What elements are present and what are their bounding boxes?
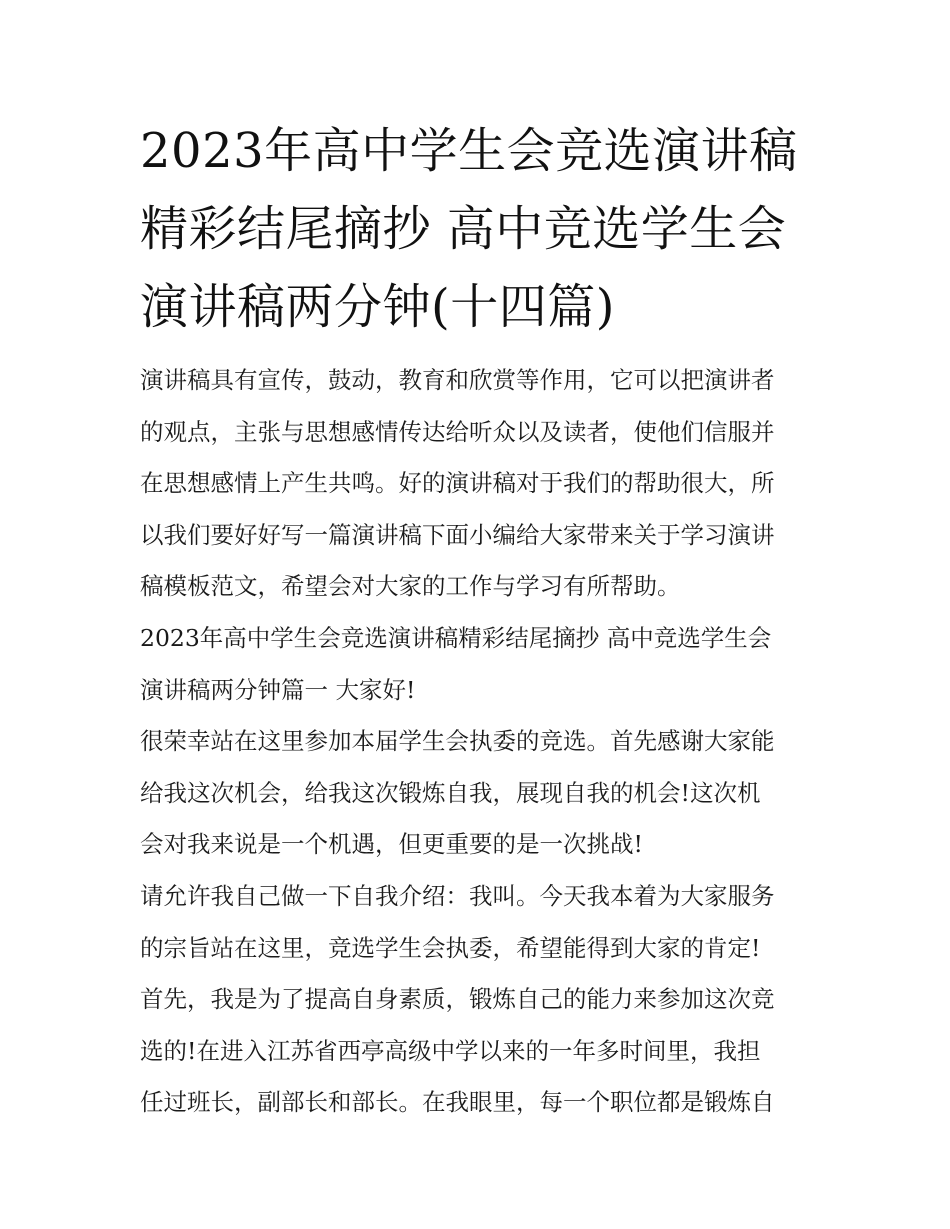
body-line: 会对我来说是一个机遇，但更重要的是一次挑战! [140,830,643,859]
body-line: 演讲稿具有宣传，鼓动，教育和欣赏等作用，它可以把演讲者 [140,366,775,394]
body-line: 选的!在进入江苏省西亭高级中学以来的一年多时间里，我担 [140,1036,761,1065]
body-line: 的宗旨站在这里，竞选学生会执委，希望能得到大家的肯定! [140,933,761,962]
document-title [140,112,820,346]
body-line: 稿模板范文，希望会对大家的工作与学习有所帮助。 [140,572,681,601]
section-heading-line: 2023年高中学生会竞选演讲稿精彩结尾摘抄 高中竞选学生会 [140,623,772,652]
body-line: 在思想感情上产生共鸣。好的演讲稿对于我们的帮助很大，所 [140,469,775,498]
body-line: 请允许我自己做一下自我介绍：我叫。今天我本着为大家服务 [140,881,775,910]
body-line: 给我这次机会，给我这次锻炼自我，展现自我的机会!这次机 [140,778,761,807]
title-line-1: 2023年高中学生会竞选演讲稿 [140,123,798,179]
section-heading-line: 演讲稿两分钟篇一 大家好! [140,675,416,704]
document-body [140,355,820,1129]
body-line: 任过班长，副部长和部长。在我眼里，每一个职位都是锻炼自 [140,1088,775,1117]
body-line: 很荣幸站在这里参加本届学生会执委的竞选。首先感谢大家能 [140,727,775,756]
body-line: 首先，我是为了提高自身素质，锻炼自己的能力来参加这次竞 [140,985,775,1014]
body-line: 以我们要好好写一篇演讲稿下面小编给大家带来关于学习演讲 [140,520,775,549]
title-line-3: 演讲稿两分钟(十四篇) [140,279,615,335]
body-line: 的观点，主张与思想感情传达给听众以及读者，使他们信服并 [140,417,775,446]
title-line-2: 精彩结尾摘抄 高中竞选学生会 [140,201,787,257]
